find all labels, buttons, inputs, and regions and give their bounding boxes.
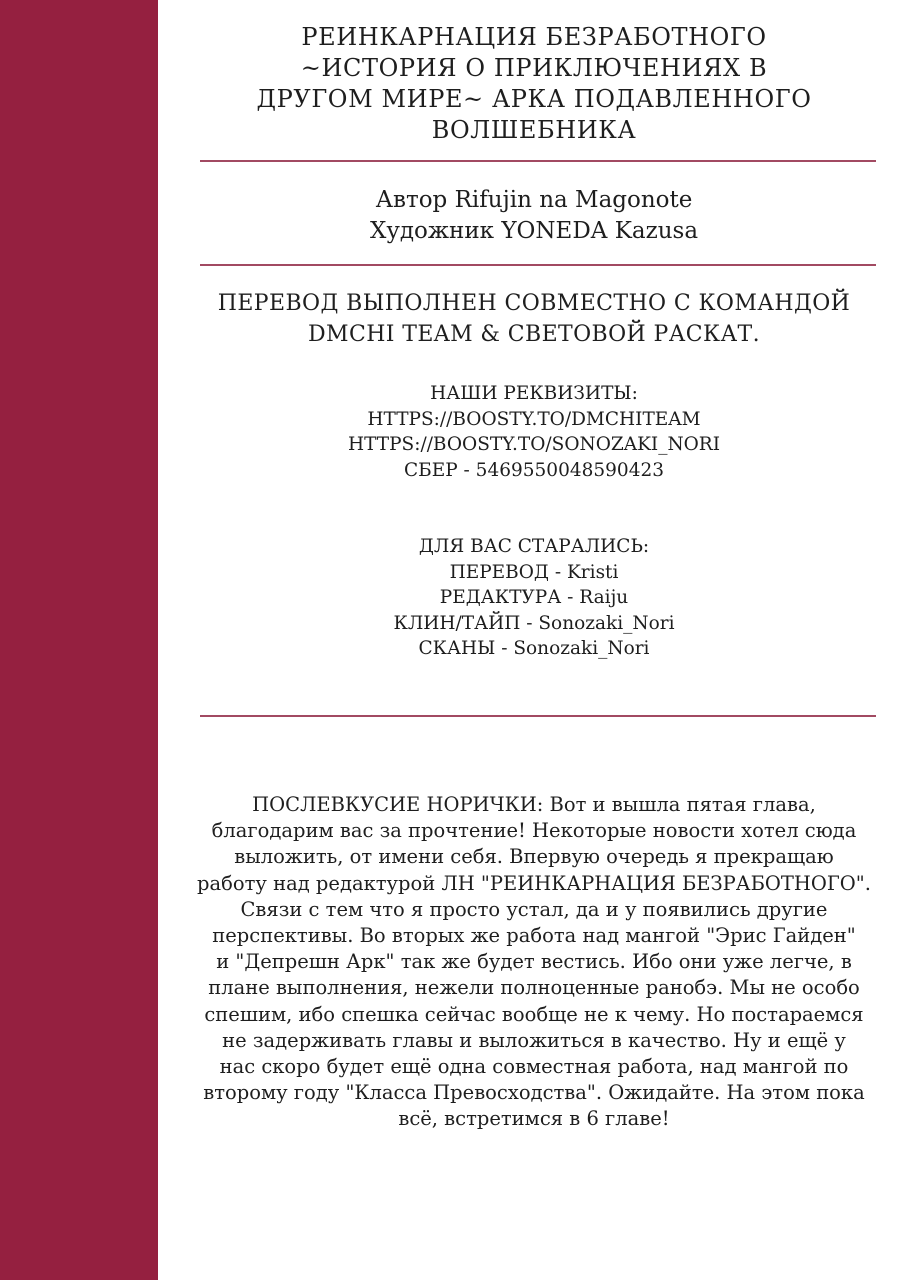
afterword-line: благодарим вас за прочтение! Некоторые новости хотел сюда: [211, 819, 857, 843]
afterword-line: не задерживать главы и выложиться в качество. Ну и ещё у: [222, 1028, 846, 1052]
translation-line: DMCHI TEAM & СВЕТОВОЙ РАСКАТ.: [308, 322, 760, 347]
afterword-line: всё, встретимся в 6 главе!: [398, 1107, 670, 1131]
title-line: ВОЛШЕБНИКА: [431, 116, 637, 144]
requisites-line: HTTPS://BOOSTY.TO/SONOZAKI_NORI: [347, 434, 721, 455]
afterword-line: нас скоро будет ещё одна совместная работа, над мангой по: [219, 1055, 849, 1079]
credits-block: [190, 185, 878, 247]
staff-line: РЕДАКТУРА - Raiju: [439, 587, 629, 608]
title-line: ДРУГОМ МИРЕ~ АРКА ПОДАВЛЕННОГО: [256, 85, 812, 113]
afterword-line: Связи с тем что я просто устал, да и у появились другие: [240, 897, 828, 921]
sidebar-band: [0, 0, 158, 1280]
requisites-block: [190, 381, 878, 483]
page-title: [190, 22, 878, 146]
afterword-line: выложить, от имени себя. Впервую очередь я прекращаю: [234, 845, 834, 869]
requisites-line: HTTPS://BOOSTY.TO/DMCHITEAM: [367, 408, 701, 430]
artist-credit: Художник YONEDA Kazusa: [369, 218, 699, 244]
staff-line: СКАНЫ - Sonozaki_Nori: [418, 638, 650, 659]
divider: [200, 160, 876, 162]
divider: [200, 264, 876, 266]
author-credit: Автор Rifujin na Magonote: [375, 187, 693, 213]
title-line: РЕИНКАРНАЦИЯ БЕЗРАБОТНОГО: [301, 23, 767, 51]
afterword-line: перспективы. Во вторых же работа над мангой "Эрис Гайден": [212, 924, 856, 948]
title-line: ~ИСТОРИЯ О ПРИКЛЮЧЕНИЯХ В: [300, 54, 768, 82]
afterword-line: работу над редактурой ЛН "РЕИНКАРНАЦИЯ БЕЗРАБОТНОГО".: [197, 871, 871, 895]
afterword-line: ПОСЛЕВКУСИЕ НОРИЧКИ: Вот и вышла пятая глава,: [252, 793, 816, 816]
afterword-paragraph: [186, 792, 882, 1133]
translation-line: ПЕРЕВОД ВЫПОЛНЕН СОВМЕСТНО С КОМАНДОЙ: [217, 291, 851, 316]
staff-block: [190, 534, 878, 662]
afterword-line: спешим, ибо спешка сейчас вообще не к чему. Но постараемся: [204, 1002, 864, 1026]
afterword-line: и "Депрешн Арк" так же будет вестись. Ибо они уже легче, в: [216, 950, 852, 974]
staff-line: КЛИН/ТАЙП - Sonozaki_Nori: [393, 612, 675, 634]
divider: [200, 715, 876, 717]
translation-note: [190, 288, 878, 350]
requisites-heading: НАШИ РЕКВИЗИТЫ:: [430, 383, 638, 404]
staff-heading: ДЛЯ ВАС СТАРАЛИСЬ:: [418, 536, 650, 557]
afterword-line: плане выполнения, нежели полноценные ранобэ. Мы не особо: [208, 976, 860, 1000]
requisites-line: СБЕР - 5469550048590423: [403, 459, 665, 481]
staff-line: ПЕРЕВОД - Kristi: [449, 561, 619, 583]
afterword-line: второму году "Класса Превосходства". Ожидайте. На этом пока: [203, 1081, 865, 1105]
